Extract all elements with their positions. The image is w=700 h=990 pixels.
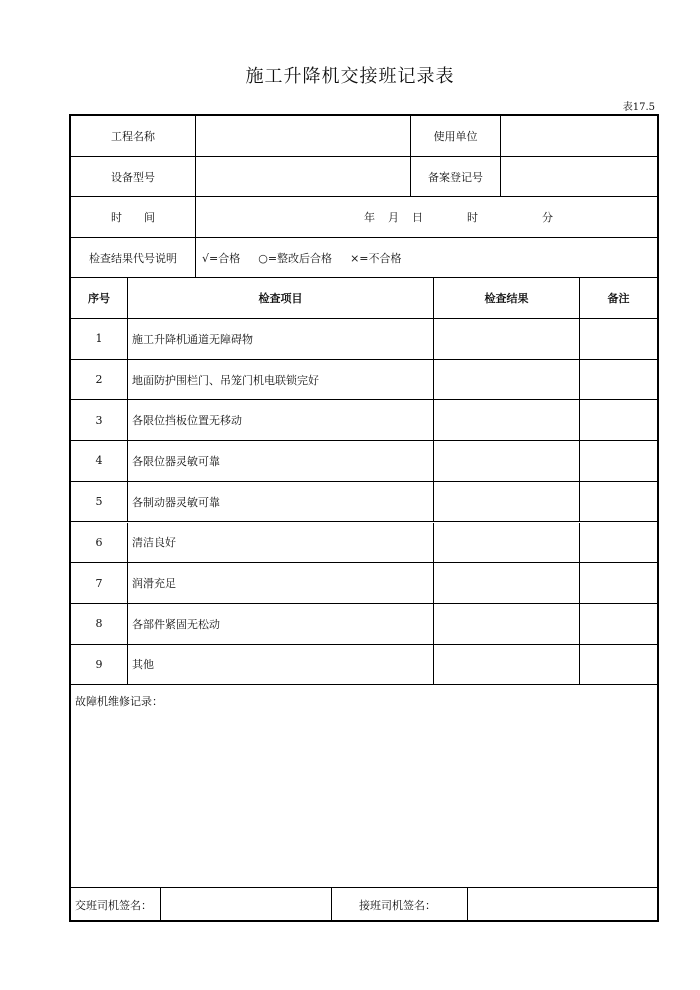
time-label: 时 间 (71, 197, 196, 237)
filing-number-label: 备案登记号 (411, 157, 501, 196)
row-remark-field[interactable] (580, 604, 657, 644)
table-row (71, 523, 657, 564)
table-row (71, 400, 657, 441)
equipment-model-field[interactable] (196, 157, 411, 196)
row-result-field[interactable] (434, 441, 580, 481)
row-result-field[interactable] (434, 523, 580, 563)
row-no: 2 (71, 360, 128, 400)
header-item: 检查项目 (128, 278, 434, 318)
row-no: 8 (71, 604, 128, 644)
row-result-field[interactable] (434, 604, 580, 644)
year-label: 年 (364, 211, 375, 224)
day-label: 日 (412, 211, 423, 224)
month-label: 月 (388, 211, 399, 224)
repair-record (71, 685, 657, 888)
time-field[interactable] (196, 197, 657, 237)
row-no: 1 (71, 319, 128, 359)
handover-form (69, 114, 659, 922)
row-remark-field[interactable] (580, 319, 657, 359)
row-remark-field[interactable] (580, 523, 657, 563)
row-no: 4 (71, 441, 128, 481)
info-row-equipment (71, 157, 657, 197)
row-no: 5 (71, 482, 128, 522)
repair-label: 故障机维修记录： (75, 695, 163, 708)
signature-row (71, 888, 657, 922)
row-no: 6 (71, 523, 128, 563)
row-result-field[interactable] (434, 482, 580, 522)
table-row (71, 441, 657, 482)
row-item: 施工升降机通道无障碍物 (128, 319, 434, 359)
row-result-field[interactable] (434, 400, 580, 440)
row-no: 9 (71, 645, 128, 685)
row-result-field[interactable] (434, 645, 580, 685)
table-row (71, 645, 657, 686)
row-item: 各部件紧固无松动 (128, 604, 434, 644)
equipment-model-label: 设备型号 (71, 157, 196, 196)
row-item: 各限位挡板位置无移动 (128, 400, 434, 440)
row-remark-field[interactable] (580, 645, 657, 685)
row-item: 清洁良好 (128, 523, 434, 563)
user-unit-label: 使用单位 (411, 116, 501, 156)
info-row-time (71, 197, 657, 238)
user-unit-field[interactable] (501, 116, 657, 156)
takeover-signature-field[interactable] (468, 888, 657, 922)
legend-fail: ×=不合格 (350, 251, 402, 265)
minute-label: 分 (542, 211, 553, 224)
legend-pass: √=合格 (202, 251, 241, 265)
table-row (71, 604, 657, 645)
header-remark: 备注 (607, 292, 630, 305)
row-no: 3 (71, 400, 128, 440)
project-name-label: 工程名称 (71, 116, 196, 156)
row-remark-field[interactable] (580, 360, 657, 400)
row-item: 其他 (128, 645, 434, 685)
info-row-project (71, 116, 657, 157)
handover-signature-field[interactable] (161, 888, 332, 922)
row-item: 润滑充足 (128, 563, 434, 603)
info-row-legend (71, 238, 657, 278)
header-result: 检查结果 (434, 278, 580, 318)
row-remark-field[interactable] (580, 482, 657, 522)
table-row (71, 482, 657, 523)
table-row (71, 563, 657, 604)
legend-label: 检查结果代号说明 (71, 238, 196, 277)
row-item: 各制动器灵敏可靠 (128, 482, 434, 522)
row-remark-field[interactable] (580, 563, 657, 603)
hour-label: 时 (467, 211, 478, 224)
table-row (71, 319, 657, 360)
row-remark-field[interactable] (580, 400, 657, 440)
repair-field[interactable] (71, 711, 657, 887)
row-item: 各限位器灵敏可靠 (128, 441, 434, 481)
filing-number-field[interactable] (501, 157, 657, 196)
handover-label: 交班司机签名： (71, 888, 161, 922)
row-result-field[interactable] (434, 319, 580, 359)
takeover-label: 接班司机签名： (332, 888, 468, 922)
table-header (71, 278, 657, 319)
row-result-field[interactable] (434, 360, 580, 400)
row-no: 7 (71, 563, 128, 603)
legend-content (196, 238, 657, 277)
form-code: 表17.5 (622, 102, 655, 113)
project-name-field[interactable] (196, 116, 411, 156)
row-remark-field[interactable] (580, 441, 657, 481)
row-item: 地面防护围栏门、吊笼门机电联锁完好 (128, 360, 434, 400)
header-no: 序号 (71, 278, 128, 318)
legend-rectified: ○=整改后合格 (258, 251, 333, 265)
table-row (71, 360, 657, 401)
row-result-field[interactable] (434, 563, 580, 603)
page-title: 施工升降机交接班记录表 (245, 66, 455, 87)
